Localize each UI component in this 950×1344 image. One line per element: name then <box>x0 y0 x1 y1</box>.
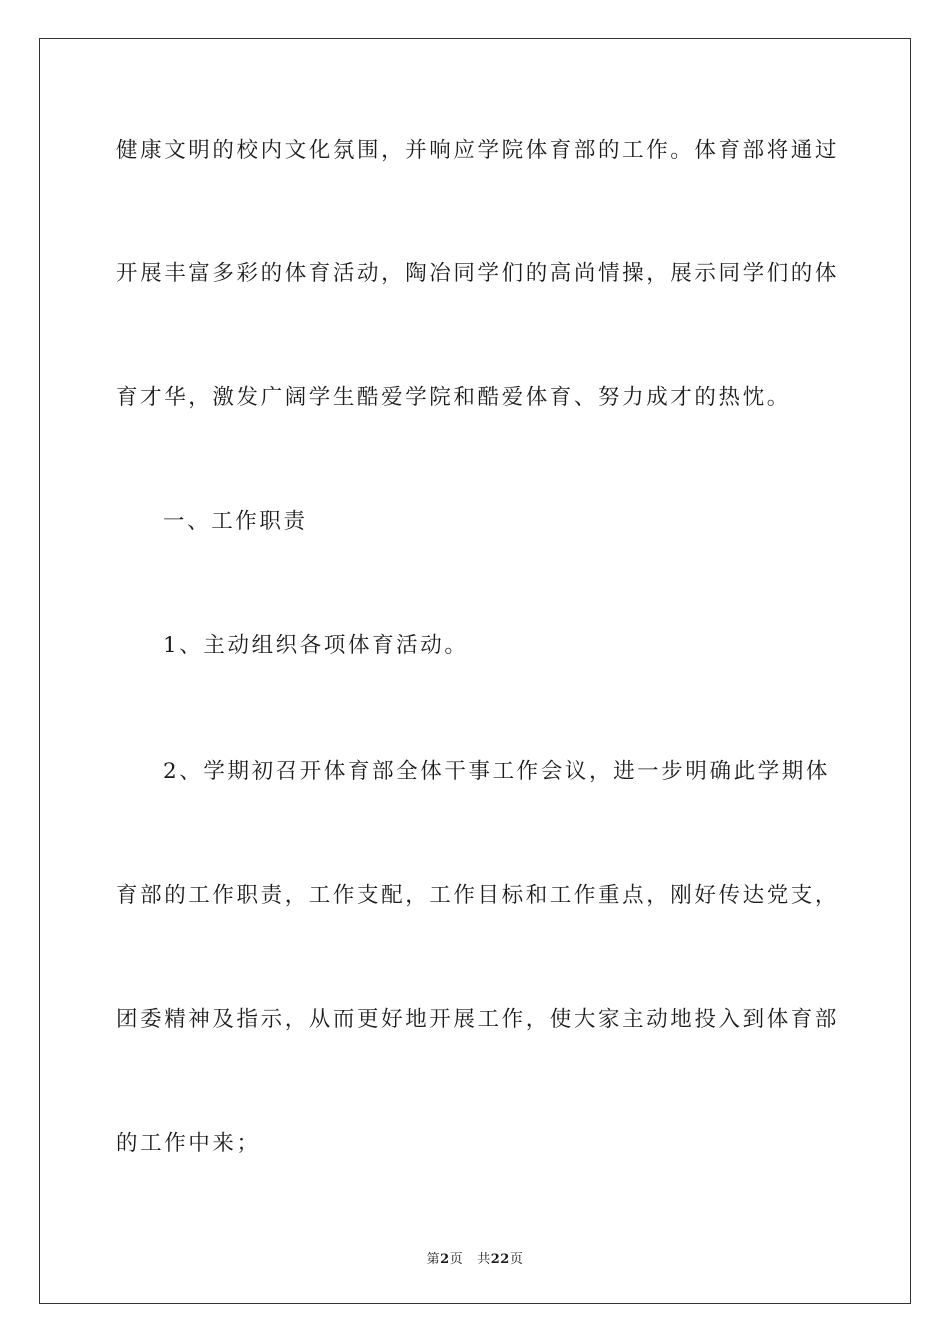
footer-page-number: 2 <box>440 1252 450 1267</box>
page-footer <box>0 1248 950 1267</box>
footer-page-prefix: 第 <box>426 1252 441 1267</box>
list-item: 1、主动组织各项体育活动。 <box>163 633 469 658</box>
list-item: 2、学期初召开体育部全体干事工作会议，进一步明确此学期体 <box>163 759 830 784</box>
paragraph-line: 的工作中来； <box>116 1131 261 1156</box>
section-heading: 一、工作职责 <box>163 509 308 534</box>
footer-page-suffix: 页 <box>449 1252 464 1267</box>
page-frame <box>39 38 911 1304</box>
paragraph-line: 育部的工作职责，工作支配，工作目标和工作重点，刚好传达党支， <box>116 883 840 908</box>
paragraph-line: 开展丰富多彩的体育活动，陶冶同学们的高尚情操，展示同学们的体 <box>116 261 840 286</box>
footer-total-suffix: 页 <box>509 1252 524 1267</box>
paragraph-line: 团委精神及指示，从而更好地开展工作，使大家主动地投入到体育部 <box>116 1007 840 1032</box>
paragraph-line: 育才华，激发广阔学生酷爱学院和酷爱体育、努力成才的热忱。 <box>116 385 791 410</box>
footer-total-pages: 22 <box>490 1252 510 1267</box>
footer-total-prefix: 共 <box>477 1252 491 1267</box>
paragraph-line: 健康文明的校内文化氛围，并响应学院体育部的工作。体育部将通过 <box>116 138 840 163</box>
